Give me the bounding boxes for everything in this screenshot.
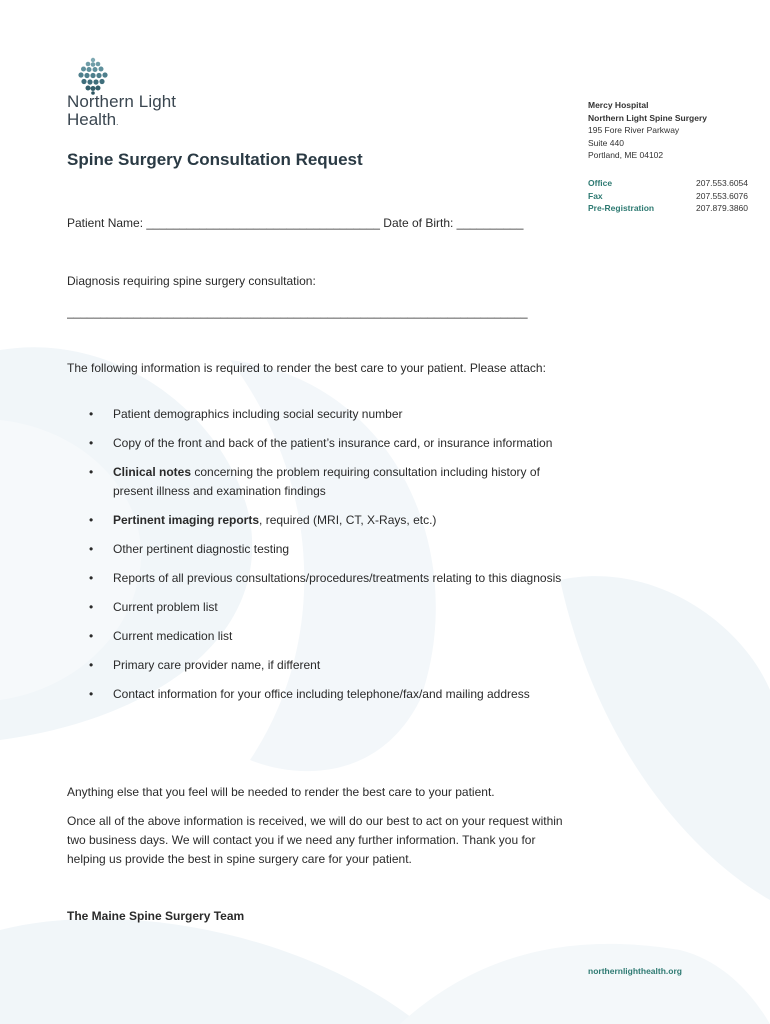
bullet-icon: •	[89, 407, 94, 421]
bullet-icon: •	[89, 571, 94, 585]
bullet-icon: •	[89, 542, 94, 556]
list-item-text: Contact information for your office including telephone/fax/and mailing address	[113, 687, 530, 701]
logo-line-1: Northern Light	[67, 92, 177, 111]
list-item	[67, 463, 577, 501]
list-item	[67, 434, 577, 453]
bullet-icon: •	[89, 687, 94, 701]
website-link[interactable]: northernlighthealth.org	[588, 966, 682, 976]
list-item-text: , required (MRI, CT, X-Rays, etc.)	[259, 513, 437, 527]
required-items-list	[67, 405, 577, 714]
list-item-text: Primary care provider name, if different	[113, 658, 321, 672]
list-item	[67, 540, 577, 559]
logo-mark-dot: .	[116, 118, 119, 127]
city-state-zip: Portland, ME 04102	[588, 150, 664, 160]
list-item-text: Copy of the front and back of the patient’s insurance card, or insurance information	[113, 436, 553, 450]
logo-wordmark	[67, 93, 217, 132]
list-item-text: Patient demographics including social security number	[113, 407, 403, 421]
intro-paragraph: The following information is required to render the best care to your patient. Please attach:	[67, 361, 546, 375]
closing-paragraph-2: Once all of the above information is received, we will do our best to act on your request within two business days. We will contact you if we need any further information. Thank you for helping us provide the best in spine surgery care for your patient.	[67, 814, 563, 866]
list-item	[67, 511, 577, 530]
contact-label: Fax	[588, 190, 603, 201]
diagnosis-field[interactable]: _____________________________________________________________________	[67, 305, 528, 319]
hospital-name: Mercy Hospital	[588, 100, 649, 110]
list-item	[67, 405, 577, 424]
list-item-text: Reports of all previous consultations/procedures/treatments relating to this diagnosis	[113, 571, 562, 585]
list-item	[67, 598, 577, 617]
contact-label: Pre-Registration	[588, 203, 655, 213]
department-name: Northern Light Spine Surgery	[588, 112, 708, 123]
contact-numbers	[588, 177, 748, 215]
contact-row-office	[588, 177, 748, 190]
list-item-text: Current medication list	[113, 629, 233, 643]
logo-line-2-text: Health	[67, 110, 117, 129]
bullet-icon: •	[89, 436, 94, 450]
list-item-text: Other pertinent diagnostic testing	[113, 542, 290, 556]
signoff: The Maine Spine Surgery Team	[67, 909, 245, 923]
bullet-icon: •	[89, 629, 94, 643]
list-item	[67, 685, 577, 704]
list-item	[67, 569, 577, 588]
contact-value: 207.553.6076	[696, 190, 748, 201]
bullet-icon: •	[89, 600, 94, 614]
list-item-bold: Pertinent imaging reports	[113, 513, 260, 527]
contact-value: 207.553.6054	[696, 178, 748, 188]
logo-line-2	[67, 111, 217, 132]
diagnosis-label: Diagnosis requiring spine surgery consultation:	[67, 274, 316, 288]
list-item	[67, 656, 577, 675]
address-block	[588, 99, 748, 162]
bullet-icon: •	[89, 658, 94, 672]
contact-value: 207.879.3860	[696, 203, 748, 213]
patient-name-dob-field[interactable]: Patient Name: ___________________________________ Date of Birth: __________	[67, 216, 524, 230]
suite: Suite 440	[588, 137, 624, 148]
contact-row-fax	[588, 190, 748, 203]
list-item-text: concerning the problem requiring consultation including history of present illness and examination findings	[113, 465, 540, 498]
bullet-icon: •	[89, 513, 94, 527]
bullet-icon: •	[89, 465, 94, 479]
closing-paragraph-1: Anything else that you feel will be needed to render the best care to your patient.	[67, 785, 495, 799]
pinecone-icon	[75, 57, 111, 95]
page-title: Spine Surgery Consultation Request	[67, 150, 363, 169]
contact-label: Office	[588, 178, 613, 188]
list-item	[67, 627, 577, 646]
street-address: 195 Fore River Parkway	[588, 125, 680, 135]
list-item-text: Current problem list	[113, 600, 218, 614]
contact-row-pre-registration	[588, 202, 748, 215]
list-item-bold: Clinical notes	[113, 465, 192, 479]
